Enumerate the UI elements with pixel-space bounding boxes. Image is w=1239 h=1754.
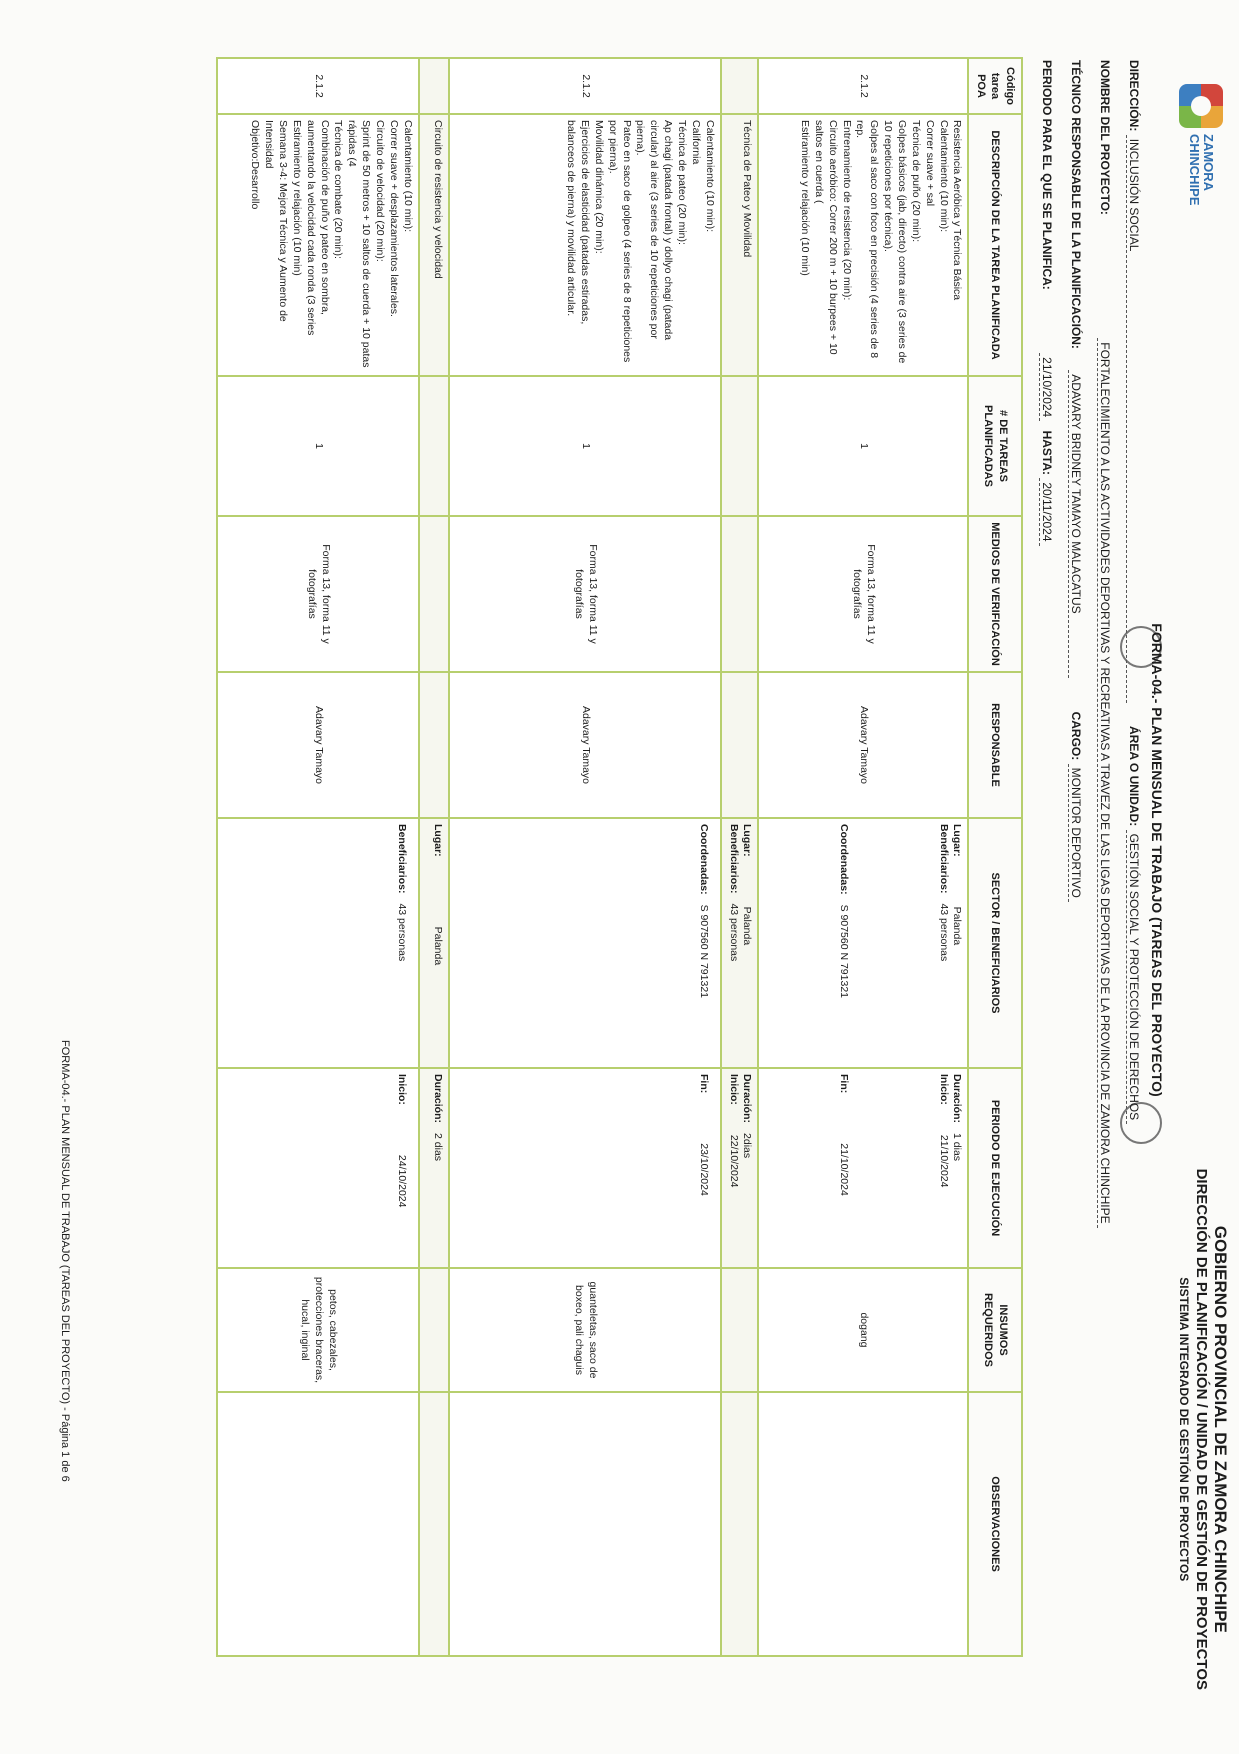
observaciones [419,1392,449,1656]
observaciones [217,1392,419,1656]
verification: Forma 13, forma 11 y fotografías [449,516,721,672]
responsible: Adavary Tamayo [217,672,419,818]
task-description: Técnica de Pateo y Movilidad [721,114,759,376]
organization-header [1176,1169,1231,1690]
insumos: dogang [758,1268,968,1392]
form-title: FORMA-04.- PLAN MENSUAL DE TRABAJO (TAREAS DEL PROYECTO) [1149,623,1165,1097]
responsible [721,672,759,818]
task-count: 1 [449,376,721,516]
org-line-2: DIRECCIÓN DE PLANIFICACIÓN / UNIDAD DE GESTIÓN DE PROYECTOS [1192,1168,1210,1690]
task-description: Calentamiento (10 min): California Técnica de pateo (20 min): Ap chagi (patada frontal) y dollyo chagi (patada circular) al aire (3 series de 10 repeticiones por pierna). Pateo en saco de golpeo (4 series de 8 repeticiones por pierna). Movilidad dinámica (20 min): Ejercicios de elasticidad (patadas estiradas, balanceos de pierna) y movilidad articular. [449,114,721,376]
col-periodo: PERIODO DE EJECUCIÓN [968,1068,1022,1268]
period: Inicio: 24/10/2024 [217,1068,419,1268]
task-code [721,58,759,114]
logo-mark [1179,84,1223,128]
observaciones [721,1392,759,1656]
col-medios: MEDIOS DE VERIFICACIÓN [968,516,1022,672]
sector: Lugar: Palanda Beneficiarios: 43 personas [721,818,759,1068]
observaciones [449,1392,721,1656]
task-description: Resistencia Aeróbica y Técnica Básica Calentamiento (10 min): Correr suave + sal Técnica de puño (20 min): Golpes básicos (jab, directo) contra aire (3 series de 10 repeticiones por técnica). Golpes al saco con foco en precisión (4 series de 8 rep. Entrenamiento de resistencia (20 min): Circuito aeróbico: Correr 200 m + 10 burpees + 10 saltos en cuerda ( Estiramiento y relajación (10 min) [758,114,968,376]
task-code [419,58,449,114]
meta-direccion: DIRECCIÓN: INCLUSIÓN SOCIAL ÁREA O UNIDAD: GESTIÓN SOCIAL Y PROTECCIÓN DE DERECHOS [1126,60,1141,1124]
period: Duración: 2 dias [419,1068,449,1268]
sector: Beneficiarios: 43 personas [217,818,419,1068]
meta-proyecto: NOMBRE DEL PROYECTO: FORTALECIMIENTO A LAS ACTIVIDADES DEPORTIVAS Y RECREATIVAS A TRAVEZ DE LAS LIGAS DEPORTIVAS DE LA PROVINCIA DE ZAMORA CHINCHIPE [1098,60,1112,1228]
verification: Forma 13, forma 11 y fotografías [758,516,968,672]
table-row [419,58,449,1656]
table-row [721,58,759,1656]
table-row [758,58,968,1656]
col-descripcion: DESCRIPCIÓN DE LA TAREA PLANIFICADA [968,114,1022,376]
sector: Lugar: Palanda Beneficiarios: 43 personas Coordenadas: S 907560 N 791321 [758,818,968,1068]
task-code: 2.1.2 [449,58,721,114]
table-header-row [968,58,1022,1656]
verification: Forma 13, forma 11 y fotografías [217,516,419,672]
meta-tecnico: TÉCNICO RESPONSABLE DE LA PLANIFICACIÓN: ADAVARY BRIDNEY TAMAYO MALACATUS CARGO: MONITOR DEPORTIVO [1068,60,1083,902]
responsible: Adavary Tamayo [449,672,721,818]
responsible: Adavary Tamayo [758,672,968,818]
period: Fin: 23/10/2024 [449,1068,721,1268]
page-footer: FORMA-04.- PLAN MENSUAL DE TRABAJO (TAREAS DEL PROYECTO) - Página 1 de 6 [59,1040,71,1482]
col-insumos: INSUMOS REQUERIDOS [968,1268,1022,1392]
sector: Coordenadas: S 907560 N 791321 [449,818,721,1068]
task-count [721,376,759,516]
col-observaciones: OBSERVACIONES [968,1392,1022,1656]
logo-text: ZAMORA CHINCHIPE [1187,134,1216,206]
tasks-table [216,57,1023,1657]
col-codigo: Código tarea POA [968,58,1022,114]
period: Duración: 2dias Inicio: 22/10/2024 [721,1068,759,1268]
task-code: 2.1.2 [217,58,419,114]
observaciones [758,1392,968,1656]
sector: Lugar: Palanda [419,818,449,1068]
insumos: petos, cabezales, protecciones braceras, hucal, inginal [217,1268,419,1392]
task-code: 2.1.2 [758,58,968,114]
responsible [419,672,449,818]
task-description: Calentamiento (10 min): Correr suave + desplazamientos laterales. Circuito de velocidad (20 min): Sprint de 50 metros + 10 saltos de cuerda + 10 patas rápidas (4 Técnica de combate (20 min): Combinación de puño y pateo en sombra, aumentando la velocidad cada ronda (3 series Estiramiento y relajación (10 min) Semana 3-4: Mejora Técnica y Aumento de Intensidad Objetivo:Desarrollo [217,114,419,376]
table-row [449,58,721,1656]
period: Duración: 1 dias Inicio: 21/10/2024 Fin: 21/10/2024 [758,1068,968,1268]
col-responsable: RESPONSABLE [968,672,1022,818]
task-description: Circuito de resistencia y velocidad [419,114,449,376]
col-sector: SECTOR / BENEFICIARIOS [968,818,1022,1068]
col-tareas: # DE TAREAS PLANIFICADAS [968,376,1022,516]
insumos [721,1268,759,1392]
verification [721,516,759,672]
org-line-3: SISTEMA INTEGRADO DE GESTIÓN DE PROYECTOS [1177,1277,1191,1582]
insumos: guanteletas, saco de boxeo, pali chaguis [449,1268,721,1392]
meta-periodo: PERIODO PARA EL QUE SE PLANIFICA: 21/10/2024 HASTA: 20/11/2024 [1040,60,1054,546]
table-row [217,58,419,1656]
task-count [419,376,449,516]
logo [1173,84,1225,234]
task-count: 1 [217,376,419,516]
org-line-1: GOBIERNO PROVINCIAL DE ZAMORA CHINCHIPE [1211,1225,1230,1633]
verification [419,516,449,672]
insumos [419,1268,449,1392]
task-count: 1 [758,376,968,516]
